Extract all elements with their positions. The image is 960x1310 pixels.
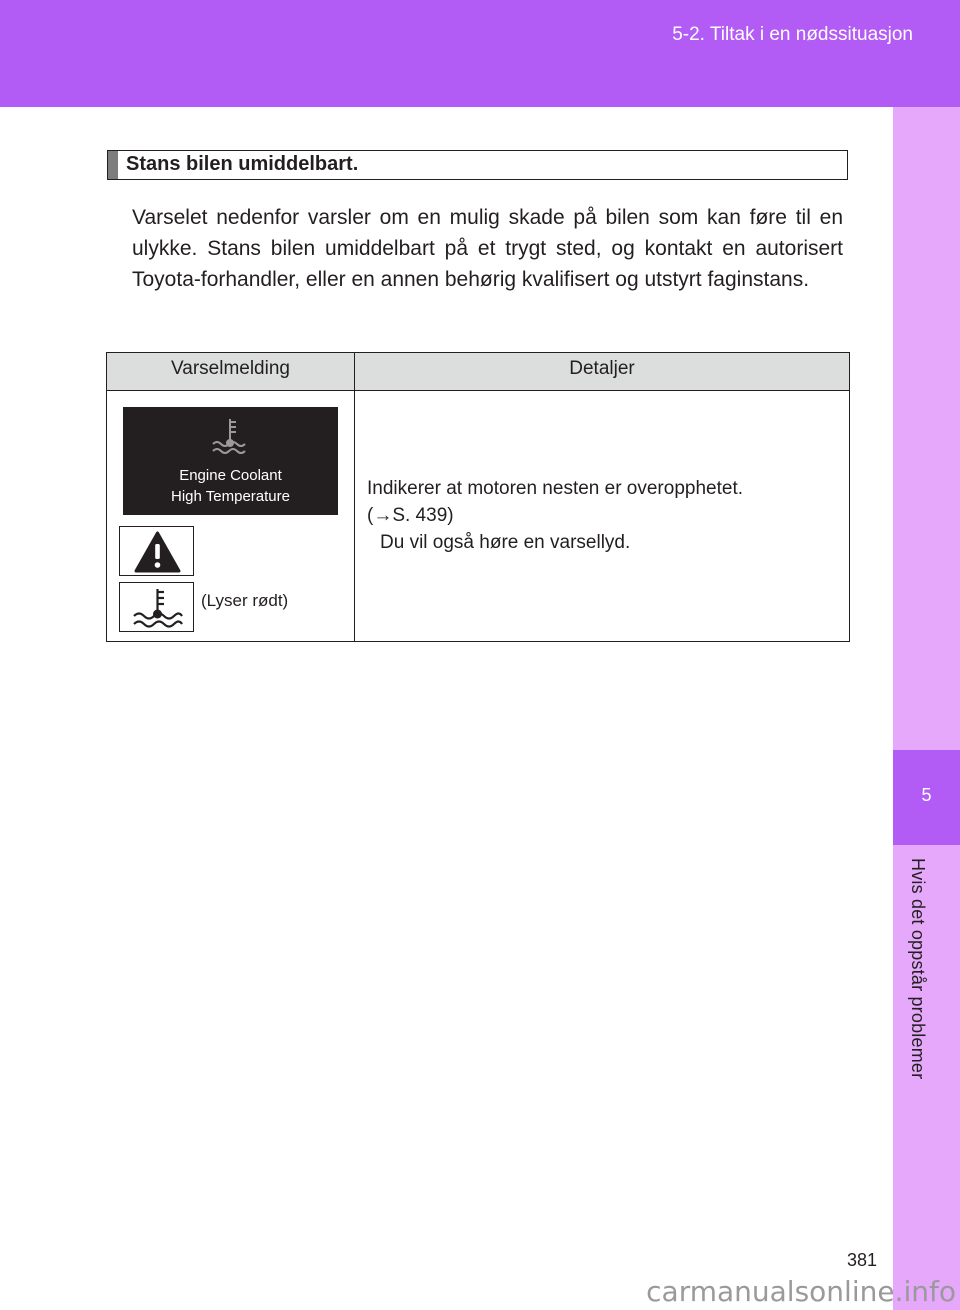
page-number: 381: [847, 1250, 878, 1270]
warning-triangle-icon: [120, 527, 195, 577]
details-line-3: Du vil også høre en varsellyd.: [380, 532, 631, 553]
details-cell: [355, 391, 850, 642]
details-line-2: (→S. 439): [367, 505, 454, 526]
coolant-indicator-box: [119, 582, 194, 632]
section-heading-bar: [108, 151, 118, 179]
warning-indicator-box: [119, 526, 194, 576]
warning-table: [106, 352, 850, 642]
coolant-temperature-icon: [207, 415, 253, 461]
section-heading: [107, 150, 848, 180]
indicator-note: (Lyser rødt): [201, 591, 289, 610]
watermark: carmanualsonline.info: [646, 1275, 956, 1308]
display-screen: [123, 407, 338, 515]
table-header-row: [107, 353, 850, 391]
details-line-1: Indikerer at motoren nesten er overopphetet.: [367, 478, 744, 499]
side-tab-number: 5: [893, 750, 960, 845]
header-title: 5-2. Tiltak i en nødssituasjon: [672, 24, 913, 45]
table-row: [107, 391, 850, 642]
page-header: [0, 0, 960, 107]
side-tab-label: Hvis det oppstår problemer: [908, 858, 928, 1080]
side-tab-top: [893, 107, 960, 750]
display-line-2: High Temperature: [171, 488, 290, 505]
section-heading-text: Stans bilen umiddelbart.: [126, 153, 359, 175]
table-header-details: Detaljer: [355, 353, 850, 391]
section-paragraph: Varselet nedenfor varsler om en mulig skade på bilen som kan føre til en ulykke. Stans bilen umiddelbart på et trygt sted, og kontakt en autorisert Toyota-forhandler, eller en annen behørig kvalifisert og utstyrt faginstans.: [132, 206, 843, 291]
coolant-temperature-icon: [120, 583, 195, 633]
message-cell: [107, 391, 355, 642]
table-header-message: Varselmelding: [107, 353, 355, 391]
display-line-1: Engine Coolant: [179, 467, 282, 484]
